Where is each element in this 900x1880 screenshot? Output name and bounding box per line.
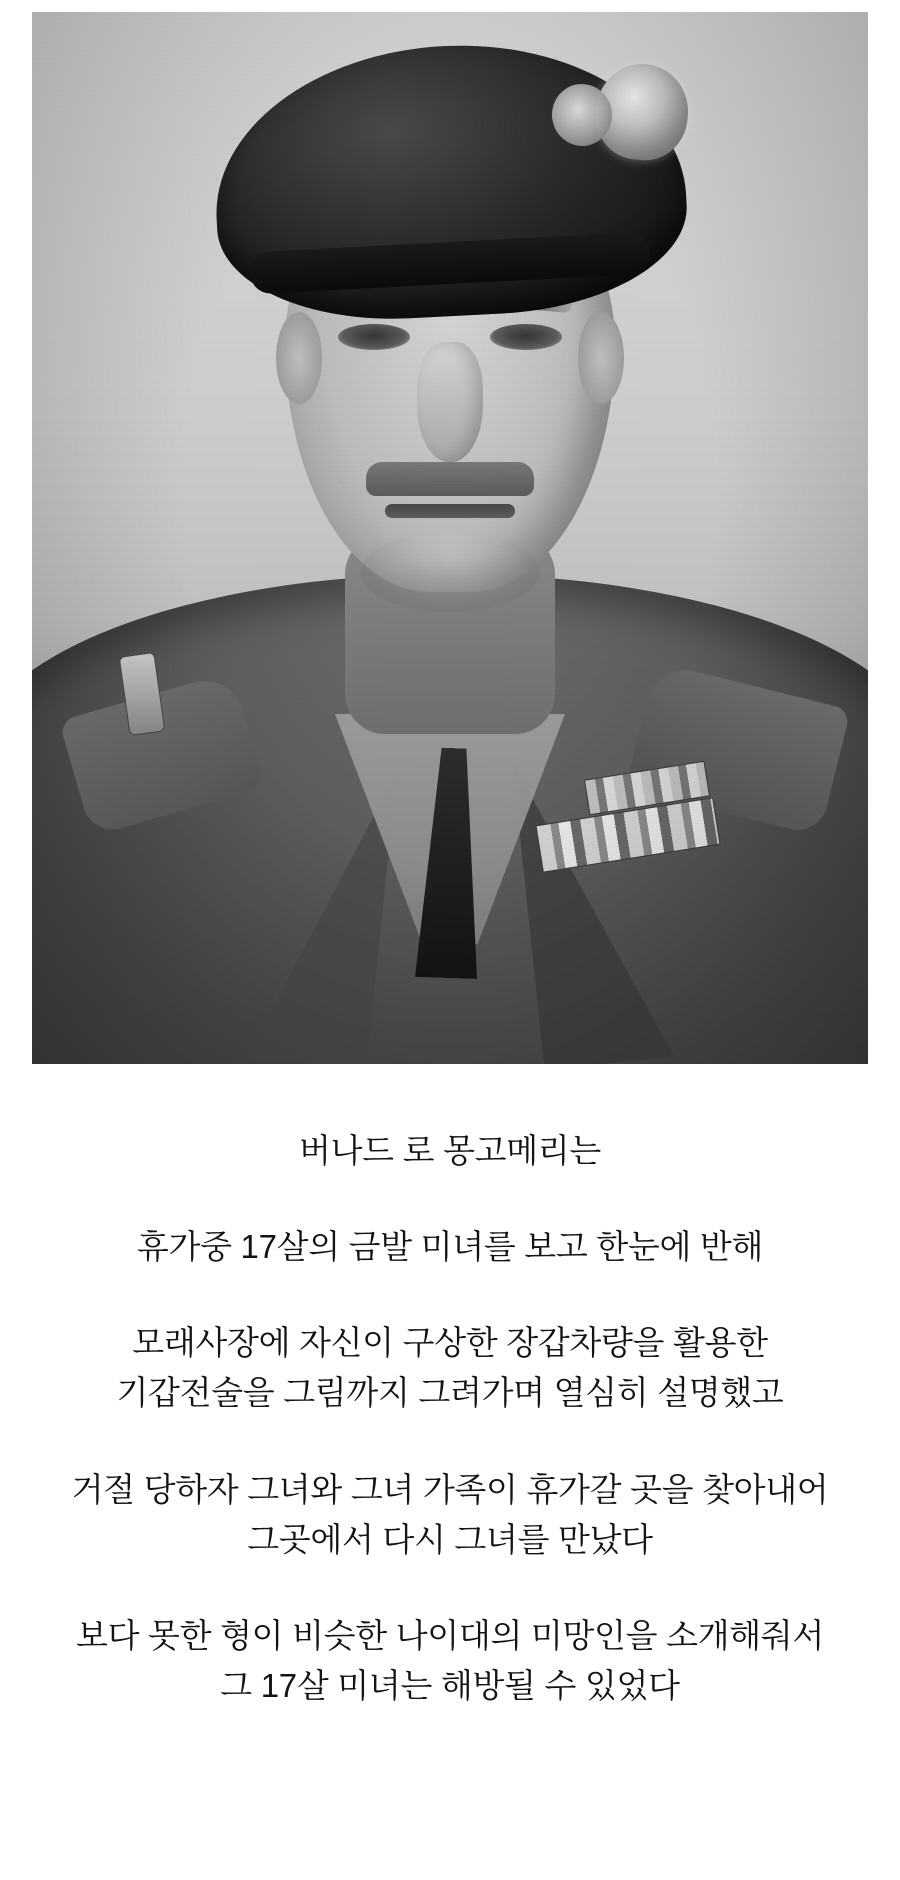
moustache — [366, 462, 534, 496]
chin — [360, 532, 540, 612]
mouth — [385, 504, 515, 518]
caption-block — [32, 1064, 868, 1771]
left-eye — [338, 324, 410, 350]
left-ear — [276, 312, 322, 404]
caption-line-4: 거절 당하자 그녀와 그녀 가족이 휴가갈 곳을 찾아내어 그곳에서 다시 그녀를 만났다 — [71, 1470, 829, 1558]
right-ear — [578, 312, 624, 404]
right-eye — [490, 324, 562, 350]
caption-line-5: 보다 못한 형이 비슷한 나이대의 미망인을 소개해줘서 그 17살 미녀는 해방될 수 있었다 — [76, 1616, 824, 1705]
nose — [417, 342, 483, 462]
photo-canvas — [32, 12, 868, 1064]
caption-line-1: 버나드 로 몽고메리는 — [299, 1132, 601, 1169]
caption-line-2: 휴가중 17살의 금발 미녀를 보고 한눈에 반해 — [136, 1228, 764, 1266]
caption-line-3: 모래사장에 자신이 구상한 장갑차량을 활용한 기갑전술을 그림까지 그려가며 열심히 설명했고 — [116, 1324, 784, 1412]
portrait-photo — [32, 12, 868, 1064]
